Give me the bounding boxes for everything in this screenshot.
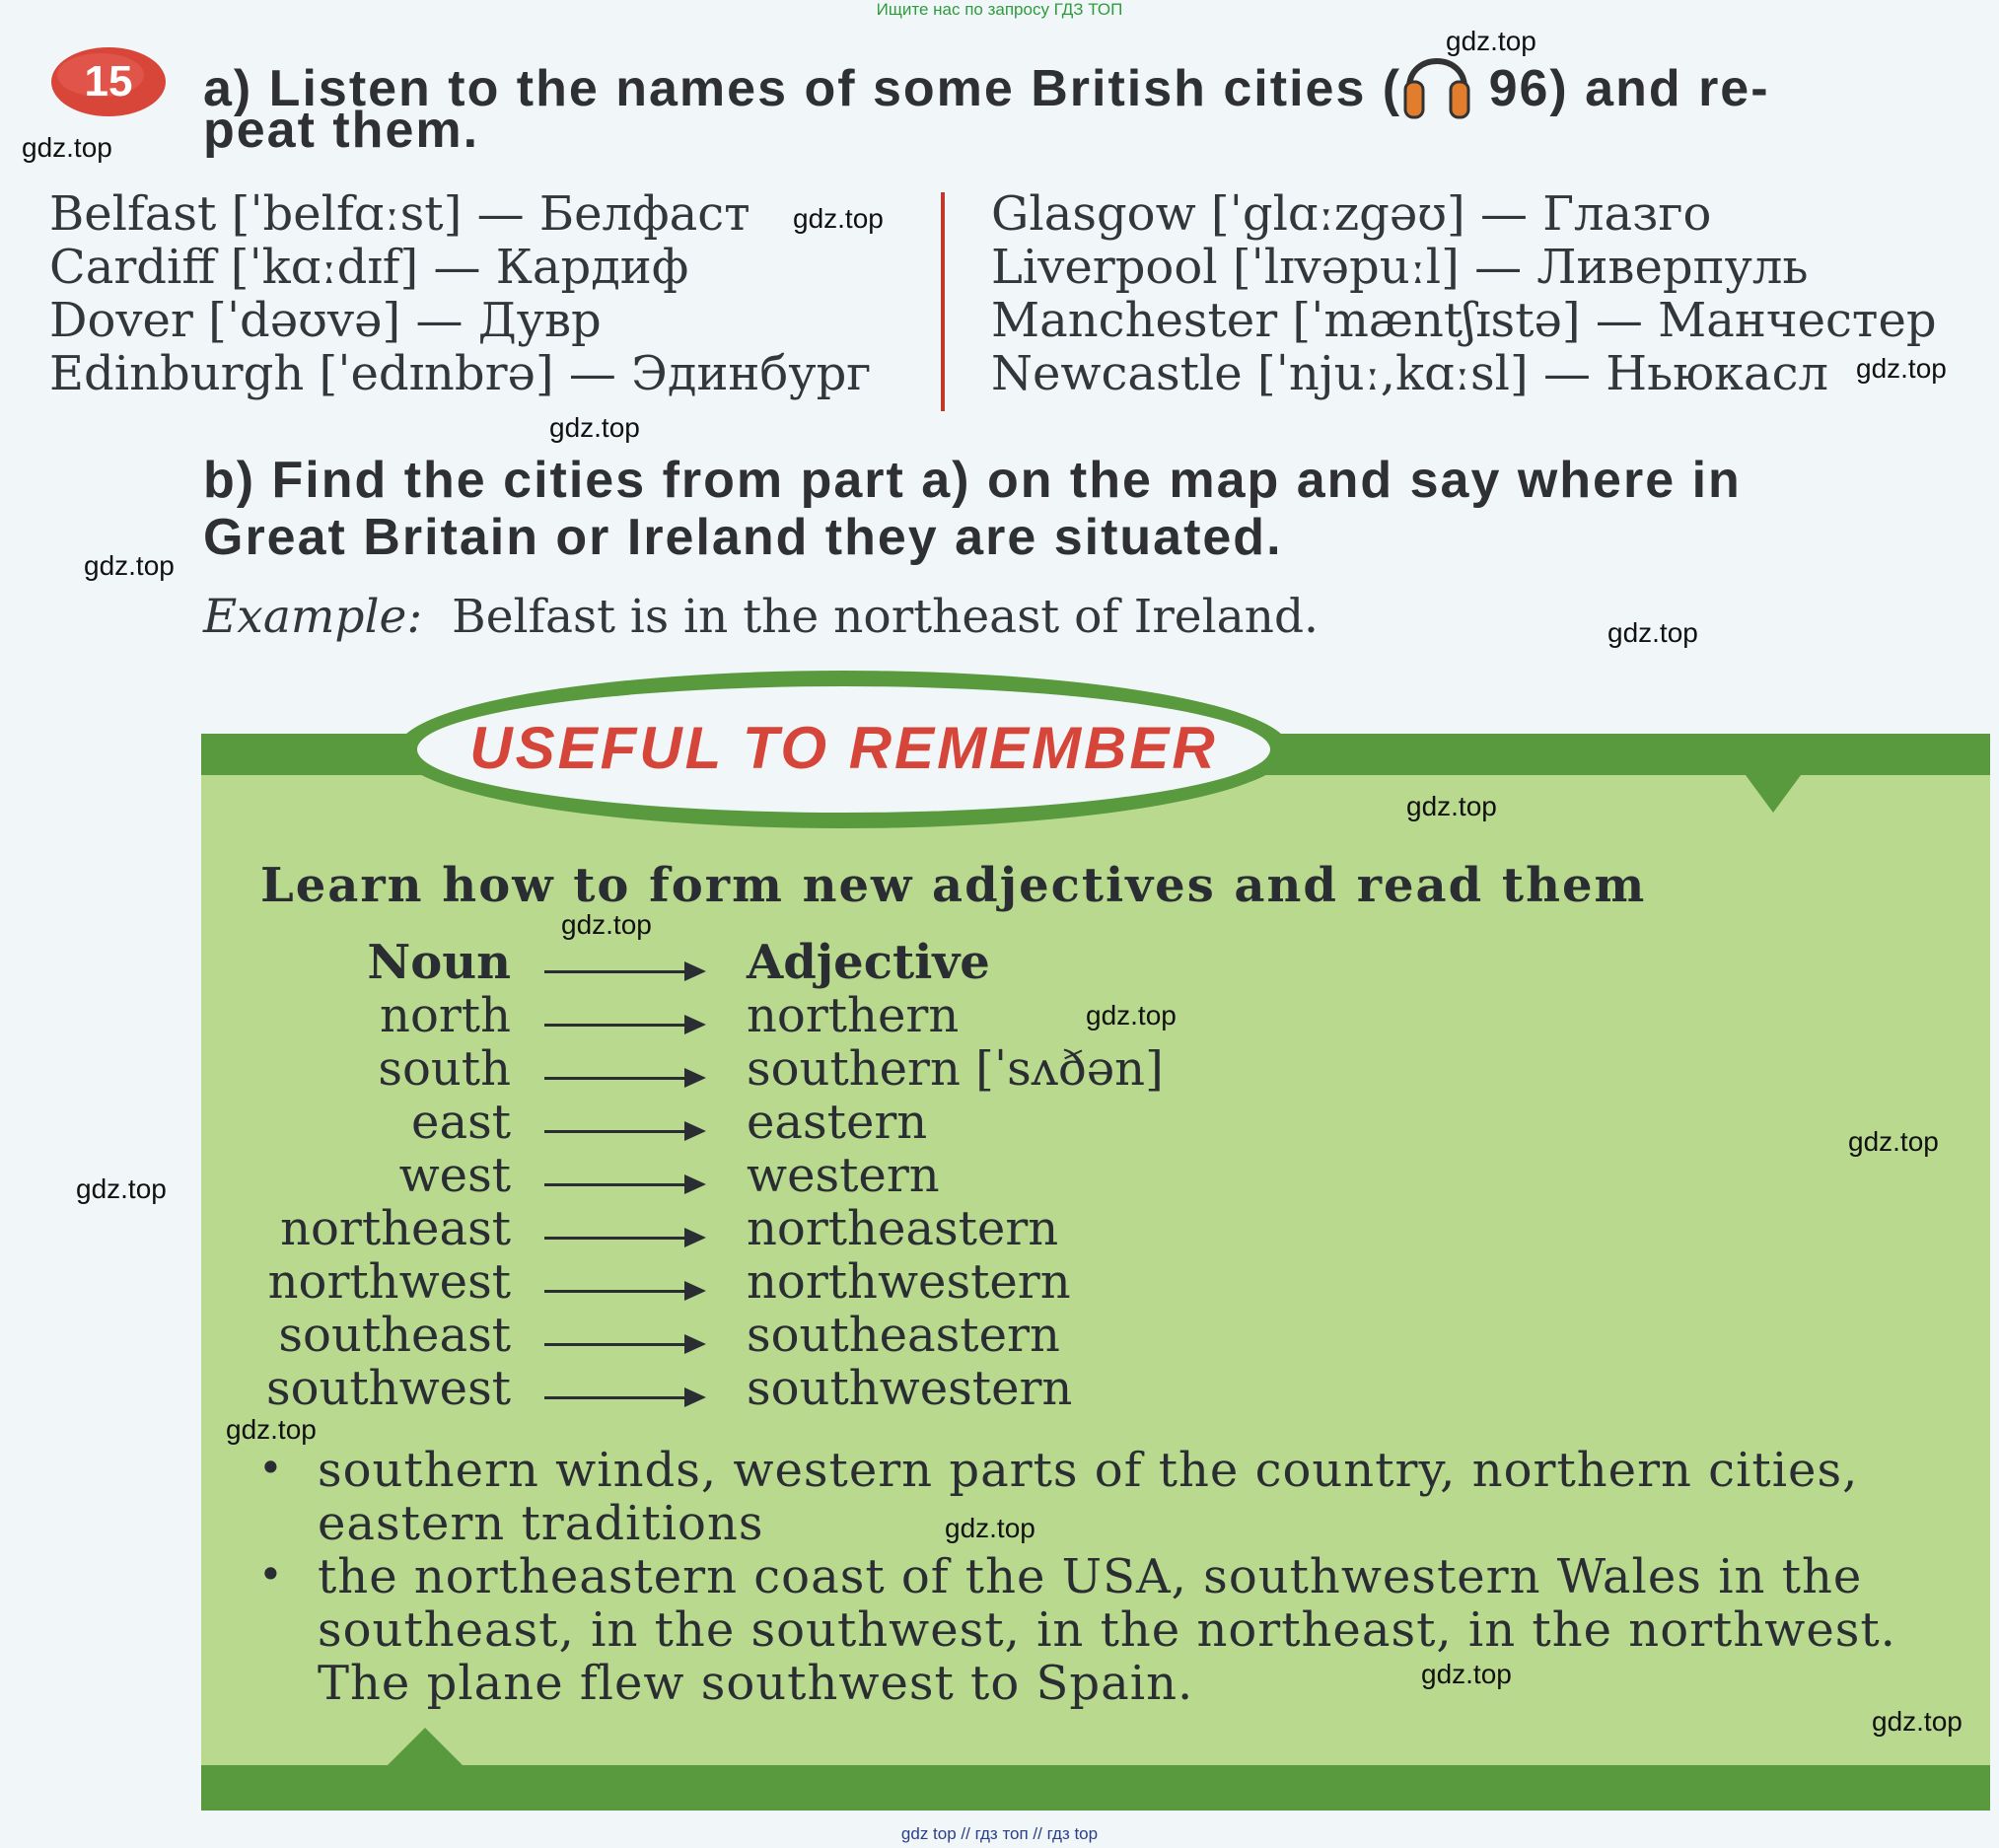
noun-item: southeast: [278, 1308, 511, 1363]
watermark: gdz.top: [1446, 26, 1536, 56]
arrow: [544, 1237, 702, 1240]
city-item: Liverpool [ˈlɪvəpuːl] — Ливерпуль: [991, 240, 1809, 295]
adjective-item: southwestern: [747, 1361, 1073, 1416]
city-item: Dover [ˈdəʊvə] — Дувр: [49, 293, 602, 348]
arrow: [544, 1396, 702, 1399]
cities-right-list: [991, 187, 1937, 400]
noun-item: north: [380, 988, 511, 1043]
watermark: gdz.top: [1421, 1659, 1512, 1689]
box-bottom-notch: [388, 1728, 463, 1765]
watermark: gdz.top: [793, 203, 884, 234]
adjective-item: northwestern: [747, 1254, 1071, 1310]
adjective-item: western: [747, 1148, 940, 1203]
watermark: gdz.top: [226, 1414, 317, 1445]
watermark: gdz.top: [84, 550, 175, 581]
city-item: Edinburgh [ˈedɪnbrə] — Эдинбург: [49, 346, 872, 401]
top-banner: Ищите нас по запросу ГДЗ ТОП: [876, 0, 1123, 19]
watermark: gdz.top: [549, 412, 640, 443]
noun-item: west: [398, 1148, 511, 1203]
exercise-number-badge: [49, 41, 168, 118]
arrow: [544, 1130, 702, 1133]
watermark: gdz.top: [945, 1513, 1035, 1543]
adjective-item: northeastern: [747, 1201, 1059, 1256]
watermark: gdz.top: [1856, 353, 1947, 384]
watermark: gdz.top: [1872, 1706, 1963, 1737]
arrow: [544, 1290, 702, 1293]
noun-header: Noun: [367, 935, 511, 990]
arrow: [544, 970, 702, 973]
part-a-line2: peat them.: [203, 102, 480, 159]
cities-left-list: [49, 187, 871, 400]
watermark: gdz.top: [1607, 617, 1698, 648]
city-item: Cardiff [ˈkɑːdɪf] — Кардиф: [49, 240, 689, 295]
adjective-item: southern [ˈsʌðən]: [747, 1041, 1164, 1097]
arrow: [544, 1024, 702, 1027]
bullet-dot: •: [258, 1550, 283, 1599]
noun-item: southwest: [265, 1361, 511, 1416]
watermark: gdz.top: [561, 909, 652, 940]
noun-item: northwest: [267, 1254, 511, 1310]
noun-item: northeast: [280, 1201, 511, 1256]
box-top-notch: [1746, 775, 1801, 813]
watermark: gdz.top: [76, 1173, 167, 1204]
bullet-2-line2: southeast, in the southwest, in the northeast, in the northwest.: [318, 1602, 1896, 1658]
bottom-banner: gdz top // гдз топ // гдз top: [900, 1824, 1099, 1843]
useful-box-bottom-bar: [201, 1765, 1990, 1811]
city-item: Belfast [ˈbelfɑːst] — Белфаст: [49, 186, 750, 242]
bullet-2-line3: The plane flew southwest to Spain.: [318, 1656, 1194, 1711]
city-item: Manchester [ˈmæntʃɪstə] — Манчестер: [991, 293, 1937, 348]
part-b-line1: b) Find the cities from part a) on the map and say where in: [203, 452, 1742, 509]
arrow: [544, 1183, 702, 1186]
part-a-line1-end: 96) and re-: [1472, 60, 1770, 117]
watermark: gdz.top: [22, 132, 112, 163]
bullet-2-line1: the northeastern coast of the USA, southwestern Wales in the: [318, 1549, 1863, 1604]
bullet-1-line2: eastern traditions: [318, 1496, 764, 1551]
useful-title: USEFUL TO REMEMBER: [469, 715, 1218, 781]
bullet-1-line1: southern winds, western parts of the country, northern cities,: [318, 1443, 1859, 1498]
city-item: Newcastle [ˈnjuː,kɑːsl] — Ньюкасл: [991, 346, 1828, 401]
city-item: Glasgow [ˈglɑːzgəʊ] — Глазго: [991, 186, 1712, 242]
adjective-item: southeastern: [747, 1308, 1060, 1363]
arrow: [544, 1077, 702, 1080]
watermark: gdz.top: [1406, 791, 1497, 821]
example-sentence: [203, 590, 1319, 644]
watermark: gdz.top: [1086, 1000, 1177, 1031]
arrow: [544, 1343, 702, 1346]
example-text: Belfast is in the northeast of Ireland.: [452, 590, 1319, 644]
column-divider: [941, 192, 945, 411]
learn-heading: Learn how to form new adjectives and read them: [260, 858, 1647, 913]
part-b-line2: Great Britain or Ireland they are situated.: [203, 509, 1283, 566]
noun-item: south: [378, 1041, 511, 1097]
example-label: Example:: [203, 590, 423, 644]
noun-item: east: [411, 1095, 511, 1150]
bullet-dot: •: [258, 1444, 283, 1492]
adjective-item: northern: [747, 988, 960, 1043]
adjective-item: eastern: [747, 1095, 928, 1150]
part-a-line1-start: a) Listen to the names of some British cities (: [203, 60, 1402, 117]
adjective-header: Adjective: [747, 935, 990, 990]
watermark: gdz.top: [1848, 1126, 1939, 1157]
exercise-number: 15: [84, 57, 133, 106]
